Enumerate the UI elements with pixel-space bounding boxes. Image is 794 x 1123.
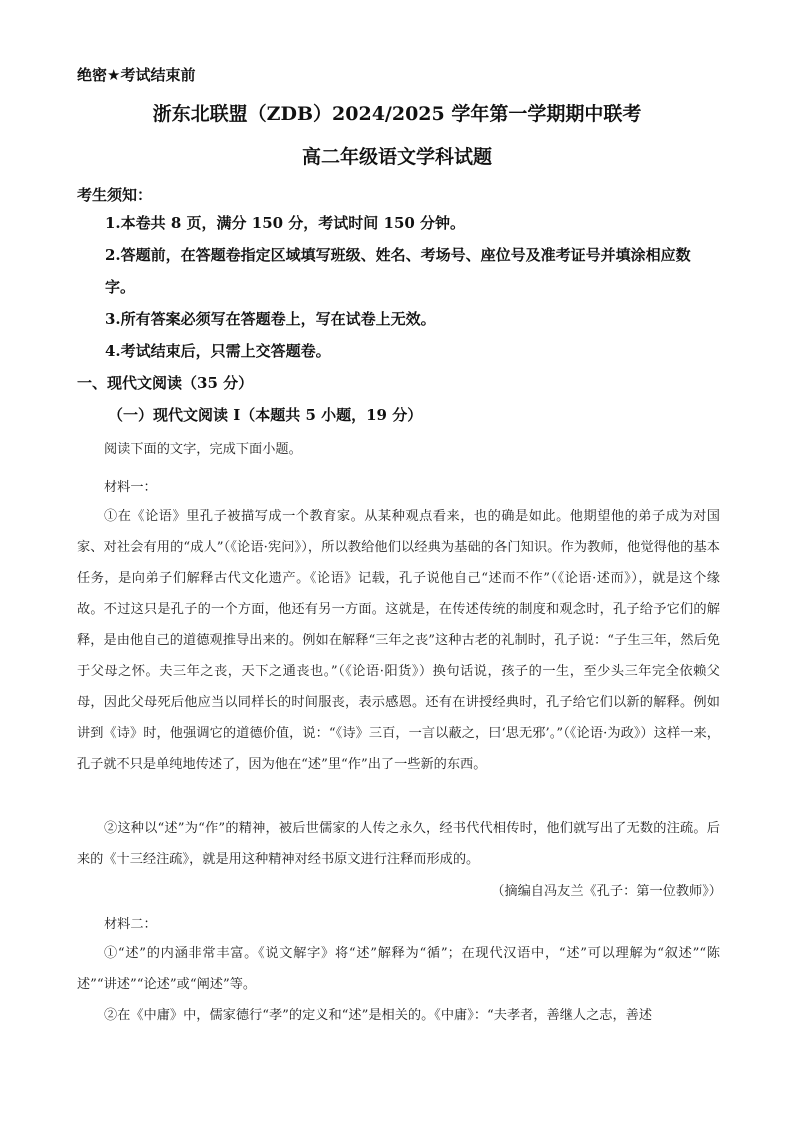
exam-title: 浙东北联盟（ZDB）2024/2025 学年第一学期期中联考 (152, 103, 642, 125)
notice-item: 4.考试结束后，只需上交答题卷。 (105, 342, 331, 360)
notice-list (77, 207, 717, 367)
notice-item: 1.本卷共 8 页，满分 150 分，考试时间 150 分钟。 (105, 214, 466, 232)
section-heading: 一、现代文阅读（35 分） (77, 374, 254, 392)
reading-instruction: 阅读下面的文字，完成下面小题。 (104, 442, 302, 457)
material-paragraph: ②这种以“述”为“作”的精神，被后世儒家的人传之永久，经书代代相传时，他们就写出了无数的注疏。后来的《十三经注疏》，就是用这种精神对经书原文进行注释而形成的。 (77, 821, 720, 867)
source-citation: （摘编自冯友兰《孔子：第一位教师》） (491, 884, 722, 899)
material-paragraph: ①“述”的内涵非常丰富。《说文解字》将“述”解释为“循”；在现代汉语中，“述”可以理解为“叙述”“陈述”“讲述”“论述”或“阐述”等。 (77, 946, 720, 992)
notice-heading: 考生须知： (77, 186, 153, 204)
secret-label: 绝密★考试结束前 (77, 66, 196, 84)
subsection-heading: （一）现代文阅读 I（本题共 5 小题，19 分） (108, 406, 423, 424)
notice-item: 3.所有答案必须写在答题卷上，写在试卷上无效。 (105, 310, 436, 328)
material-label: 材料二： (104, 917, 157, 932)
material-paragraph: ①在《论语》里孔子被描写成一个教育家。从某种观点看来，也的确是如此。他期望他的弟子成为对国家、对社会有用的“成人”（《论语·宪问》），所以教给他们以经典为基础的各门知识。作为教师，他觉得他的基本任务，是向弟子们解释古代文化遗产。《论语》记载，孔子说他自己“述而不作”（《论语·述而》），就是这个缘故。不过这只是孔子的一个方面，他还有另一方面。这就是，在传述传统的制度和观念时，孔子给予它们的解释，是由他自己的道德观推导出来的。例如在解释“三年之丧”这种古老的礼制时，孔子说：“子生三年，然后免于父母之怀。夫三年之丧，天下之通丧也。”（《论语·阳货》）换句话说，孩子的一生，至少头三年完全依赖父母，因此父母死后他应当以同样长的时间服丧，表示感恩。还有在讲授经典时，孔子给它们以新的解释。例如讲到《诗》时，他强调它的道德价值，说：“《诗》三百，一言以蔽之，曰‘思无邪’。”（《论语·为政》）这样一来，孔子就不只是单纯地传述了，因为他在“述”里“作”出了一些新的东西。 (77, 509, 720, 772)
exam-subtitle: 高二年级语文学科试题 (301, 146, 492, 168)
notice-item: 2.答题前，在答题卷指定区域填写班级、姓名、考场号、座位号及准考证号并填涂相应数字。 (105, 246, 691, 296)
material-paragraph: ②在《中庸》中，儒家德行“孝”的定义和“述”是相关的。《中庸》：“夫孝者，善继人之志，善述 (104, 1008, 653, 1023)
material-label: 材料一： (104, 480, 157, 495)
